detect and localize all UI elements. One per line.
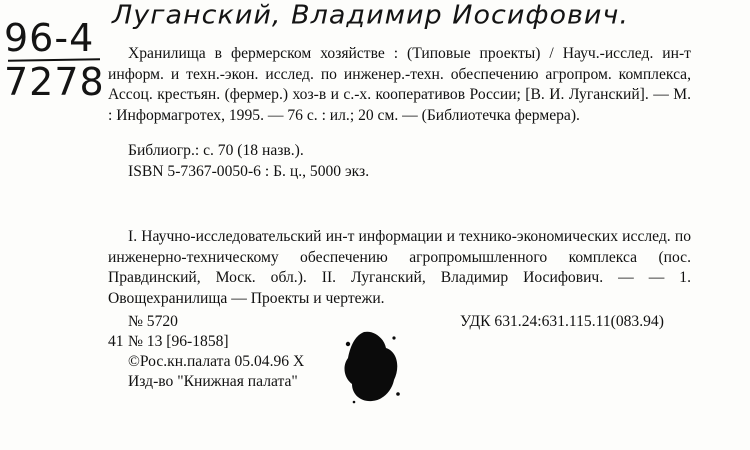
card-number: № 5720 [128, 313, 178, 330]
notes-block [128, 141, 578, 182]
udc-classification: УДК 631.24:631.115.11(083.94) [460, 313, 664, 330]
tracings: I. Научно-исследовательский ин-т информации и технико-экономических исслед. по инженерно-техническому обеспечению агропромышленного комплекса (пос. Правдинский, Моск. обл.). II. Луганский, Владимир Иосифович. — — 1. Овощехранилища — Проекты и чертежи. [108, 228, 691, 307]
handwritten-shelf-mark-top: 96-4 [4, 16, 95, 60]
bibliography-note: Библиогр.: с. 70 (18 назв.). [128, 142, 304, 159]
publisher-line: Изд-во "Книжная палата" [128, 373, 298, 390]
copyright-line: ©Рос.кн.палата 05.04.96 Х [128, 353, 305, 370]
card-series-prefix: 41 [108, 333, 124, 350]
ink-blot-stamp [340, 328, 402, 404]
isbn-line: ISBN 5-7367-0050-6 : Б. ц., 5000 экз. [128, 162, 370, 180]
handwritten-author-heading: Луганский, Владимир Иосифович. [112, 0, 629, 31]
bibliographic-description: Хранилища в фермерском хозяйстве : (Типовые проекты) / Науч.-исслед. ин-т информ. и техн.-экон. исслед. по инженер.-техн. обеспечению агропром. комплекса, Ассоц. крестьян. (фермер.) хоз-в и с.-х. кооперативов России; [В. И. Луганский]. — М. : Информагротех, 1995. — 76 с. : ил.; 20 см. — (Библиотечка фермера). [108, 45, 691, 124]
handwritten-shelf-mark-bottom: 7278 [4, 60, 105, 104]
card-series-number: № 13 [96-1858] [128, 333, 229, 350]
